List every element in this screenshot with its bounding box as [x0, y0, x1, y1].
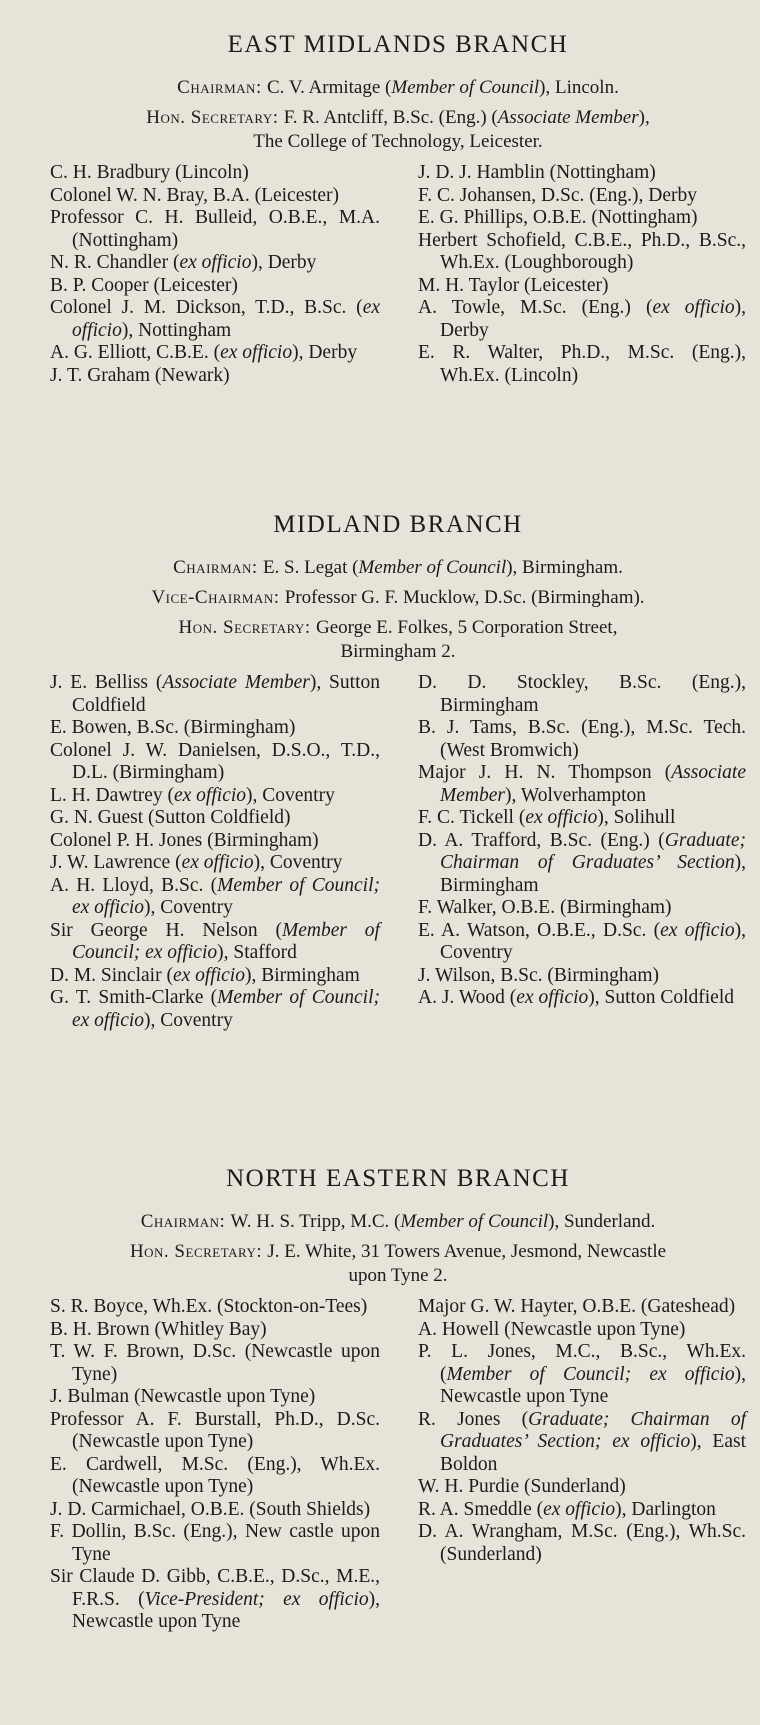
member-entry: J. D. Carmichael, O.B.E. (South Shields) [50, 1498, 371, 1520]
member-entry: A. J. Wood (ex officio), Sutton Coldfield [418, 987, 735, 1008]
member-entry: R. A. Smeddle (ex officio), Darlington [418, 1498, 716, 1520]
member-entry: Colonel P. H. Jones (Birmingham) [50, 829, 319, 851]
member-entry: J. D. J. Hamblin (Nottingham) [418, 162, 656, 183]
officer-line [50, 1210, 746, 1234]
officer-line [50, 556, 746, 580]
officer-role: Chairman: [140, 1211, 231, 1232]
member-entry: B. P. Cooper (Leicester) [50, 274, 238, 296]
section-heading: MIDLAND BRANCH [273, 511, 523, 538]
member-entry: D. A. Trafford, B.Sc. (Eng.) (Graduate; Chairman of Graduates’ Section), Birmingham [418, 829, 746, 896]
member-entry: E. R. Walter, Ph.D., M.Sc. (Eng.), Wh.Ex. (Lincoln) [418, 342, 746, 386]
officer-line [50, 106, 746, 154]
officer-role: Hon. Secretary: [146, 107, 284, 128]
officer-line [50, 1240, 746, 1288]
member-entry: F. C. Johansen, D.Sc. (Eng.), Derby [418, 184, 697, 206]
member-entry: R. Jones (Graduate; Chairman of Graduates’ Section; ex officio), East Boldon [418, 1408, 746, 1475]
members-columns [50, 162, 746, 387]
member-entry: J. W. Lawrence (ex officio), Coventry [50, 852, 343, 873]
member-entry: L. H. Dawtrey (ex officio), Coventry [50, 784, 335, 806]
section-heading: NORTH EASTERN BRANCH [226, 1165, 570, 1192]
members-columns [50, 1296, 746, 1634]
member-entry: Major G. W. Hayter, O.B.E. (Gateshead) [418, 1296, 736, 1317]
member-entry: B. H. Brown (Whitley Bay) [50, 1318, 267, 1340]
member-entry: A. H. Lloyd, B.Sc. (Member of Council; ex officio), Coventry [50, 874, 380, 918]
member-entry: C. H. Bradbury (Lincoln) [50, 162, 249, 183]
member-entry: Major J. H. N. Thompson (Associate Member), Wolverhampton [418, 762, 746, 806]
member-entry: J. E. Belliss (Associate Member), Sutton Coldfield [50, 672, 380, 716]
officers-list [50, 76, 746, 154]
officer-name: Professor G. F. Mucklow, D.Sc. (Birmingham). [284, 587, 645, 608]
officers-list [50, 1210, 746, 1288]
member-entry: A. Towle, M.Sc. (Eng.) (ex officio), Derby [418, 297, 747, 341]
member-entry: F. Walker, O.B.E. (Birmingham) [418, 897, 672, 918]
officer-line [50, 616, 746, 664]
officer-name: C. V. Armitage (Member of Council), Lincoln. [266, 77, 619, 98]
member-entry: Sir Claude D. Gibb, C.B.E., D.Sc., M.E., F.R.S. (Vice-President; ex officio), Newcastle upon Tyne [50, 1566, 380, 1632]
officer-role: Chairman: [177, 77, 267, 98]
officer-name: F. R. Antcliff, B.Sc. (Eng.) (Associate Member), The College of Technology, Leicester. [253, 107, 650, 152]
section-heading: EAST MIDLANDS BRANCH [227, 31, 569, 58]
member-entry: M. H. Taylor (Leicester) [418, 274, 609, 296]
officer-role: Hon. Secretary: [129, 1241, 268, 1262]
member-entry: A. Howell (Newcastle upon Tyne) [418, 1318, 686, 1340]
member-entry: E. A. Watson, O.B.E., D.Sc. (ex officio), Coventry [418, 919, 746, 963]
members-column-right [418, 672, 746, 1032]
members-column-left [50, 1296, 380, 1634]
member-entry: Colonel W. N. Bray, B.A. (Leicester) [50, 184, 340, 206]
member-entry: Herbert Schofield, C.B.E., Ph.D., B.Sc., Wh.Ex. (Loughborough) [418, 229, 746, 273]
section-midland [50, 508, 746, 1032]
officers-list [50, 556, 746, 664]
member-entry: A. G. Elliott, C.B.E. (ex officio), Derby [50, 342, 358, 363]
member-entry: D. A. Wrangham, M.Sc. (Eng.), Wh.Sc. (Sunderland) [418, 1521, 746, 1565]
member-entry: E. Bowen, B.Sc. (Birmingham) [50, 717, 296, 738]
members-columns [50, 672, 746, 1032]
member-entry: Colonel J. M. Dickson, T.D., B.Sc. (ex officio), Nottingham [50, 297, 380, 341]
section-east-midlands [50, 28, 746, 387]
officer-name: George E. Folkes, 5 Corporation Street, Birmingham 2. [315, 617, 618, 662]
officer-name: J. E. White, 31 Towers Avenue, Jesmond, Newcastle upon Tyne 2. [267, 1241, 667, 1286]
member-entry: F. Dollin, B.Sc. (Eng.), New castle upon Tyne [50, 1521, 380, 1565]
member-entry: N. R. Chandler (ex officio), Derby [50, 252, 317, 273]
member-entry: S. R. Boyce, Wh.Ex. (Stockton-on-Tees) [50, 1296, 368, 1317]
member-entry: Professor A. F. Burstall, Ph.D., D.Sc. (Newcastle upon Tyne) [50, 1408, 380, 1452]
officer-name: E. S. Legat (Member of Council), Birmingham. [262, 557, 623, 578]
member-entry: E. G. Phillips, O.B.E. (Nottingham) [418, 207, 698, 228]
officer-role: Vice-Chairman: [151, 587, 285, 608]
member-entry: W. H. Purdie (Sunderland) [418, 1476, 626, 1497]
member-entry: Sir George H. Nelson (Member of Council; ex officio), Stafford [50, 919, 380, 963]
member-entry: D. M. Sinclair (ex officio), Birmingham [50, 964, 360, 986]
member-entry: P. L. Jones, M.C., B.Sc., Wh.Ex. (Member of Council; ex officio), Newcastle upon Tyne [418, 1341, 746, 1407]
member-entry: J. Wilson, B.Sc. (Birmingham) [418, 964, 659, 986]
members-column-left [50, 162, 380, 387]
member-entry: Colonel J. W. Danielsen, D.S.O., T.D., D.L. (Birmingham) [50, 739, 380, 783]
member-entry: E. Cardwell, M.Sc. (Eng.), Wh.Ex. (Newcastle upon Tyne) [50, 1453, 380, 1497]
officer-role: Chairman: [173, 557, 263, 578]
officer-role: Hon. Secretary: [178, 617, 316, 638]
member-entry: B. J. Tams, B.Sc. (Eng.), M.Sc. Tech. (West Bromwich) [418, 717, 746, 761]
member-entry: D. D. Stockley, B.Sc. (Eng.), Birmingham [418, 672, 746, 716]
members-column-right [418, 162, 746, 387]
members-column-left [50, 672, 380, 1032]
member-entry: J. Bulman (Newcastle upon Tyne) [50, 1386, 316, 1407]
officer-line [50, 76, 746, 100]
member-entry: T. W. F. Brown, D.Sc. (Newcastle upon Tyne) [50, 1341, 380, 1385]
member-entry: J. T. Graham (Newark) [50, 364, 230, 386]
officer-name: W. H. S. Tripp, M.C. (Member of Council), Sunderland. [230, 1211, 656, 1232]
section-north-eastern [50, 1162, 746, 1634]
officer-line [50, 586, 746, 610]
members-column-right [418, 1296, 746, 1634]
member-entry: Professor C. H. Bulleid, O.B.E., M.A. (Nottingham) [50, 207, 380, 251]
member-entry: G. T. Smith-Clarke (Member of Council; ex officio), Coventry [50, 987, 380, 1031]
member-entry: G. N. Guest (Sutton Coldfield) [50, 807, 291, 828]
member-entry: F. C. Tickell (ex officio), Solihull [418, 807, 676, 828]
